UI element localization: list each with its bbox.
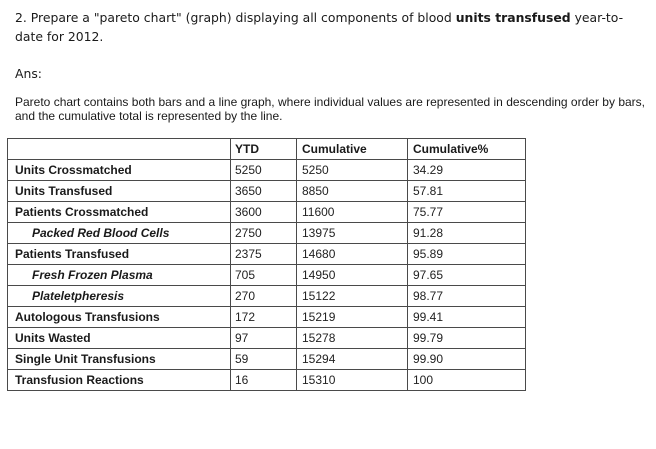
row-label: Packed Red Blood Cells xyxy=(8,223,231,244)
answer-label: Ans: xyxy=(15,66,42,81)
row-cumulative: 13975 xyxy=(297,223,408,244)
row-cumulative-percent: 98.77 xyxy=(408,286,526,307)
row-ytd: 270 xyxy=(231,286,297,307)
row-cumulative-percent: 100 xyxy=(408,370,526,391)
row-cumulative-percent: 97.65 xyxy=(408,265,526,286)
row-label: Fresh Frozen Plasma xyxy=(8,265,231,286)
row-ytd: 59 xyxy=(231,349,297,370)
row-label: Plateletpheresis xyxy=(8,286,231,307)
row-label: Units Transfused xyxy=(8,181,231,202)
header-component xyxy=(8,139,231,160)
table-row xyxy=(8,202,526,223)
row-label: Patients Transfused xyxy=(8,244,231,265)
question-text xyxy=(15,8,647,46)
table-row xyxy=(8,265,526,286)
table-row xyxy=(8,349,526,370)
blood-components-table xyxy=(7,138,526,391)
row-ytd: 16 xyxy=(231,370,297,391)
table-row xyxy=(8,307,526,328)
row-label: Patients Crossmatched xyxy=(8,202,231,223)
row-ytd: 2750 xyxy=(231,223,297,244)
table-row xyxy=(8,223,526,244)
row-cumulative: 11600 xyxy=(297,202,408,223)
row-cumulative: 15219 xyxy=(297,307,408,328)
row-label: Units Wasted xyxy=(8,328,231,349)
row-label: Transfusion Reactions xyxy=(8,370,231,391)
row-cumulative-percent: 99.79 xyxy=(408,328,526,349)
row-label: Units Crossmatched xyxy=(8,160,231,181)
row-label: Autologous Transfusions xyxy=(8,307,231,328)
table-body xyxy=(8,160,526,391)
row-cumulative-percent: 99.90 xyxy=(408,349,526,370)
row-cumulative: 15122 xyxy=(297,286,408,307)
row-ytd: 97 xyxy=(231,328,297,349)
header-cumulative: Cumulative xyxy=(297,139,408,160)
table-row xyxy=(8,286,526,307)
row-cumulative-percent: 99.41 xyxy=(408,307,526,328)
row-ytd: 172 xyxy=(231,307,297,328)
question-text-end: year-to-date for 2012. xyxy=(15,10,624,44)
answer-description: Pareto chart contains both bars and a line graph, where individual values are represented in descending order by bars, and the cumulative total is represented by the line. xyxy=(15,95,645,123)
row-label: Single Unit Transfusions xyxy=(8,349,231,370)
question-text-start: 2. Prepare a "pareto chart" (graph) displaying all components of blood xyxy=(15,10,456,25)
row-cumulative: 5250 xyxy=(297,160,408,181)
table-row xyxy=(8,328,526,349)
question-bold-phrase: units transfused xyxy=(455,10,571,25)
row-cumulative: 15278 xyxy=(297,328,408,349)
table-row xyxy=(8,181,526,202)
row-cumulative: 15310 xyxy=(297,370,408,391)
table-header-row xyxy=(8,139,526,160)
row-cumulative: 8850 xyxy=(297,181,408,202)
row-ytd: 705 xyxy=(231,265,297,286)
row-ytd: 3650 xyxy=(231,181,297,202)
row-cumulative: 14680 xyxy=(297,244,408,265)
table-row xyxy=(8,160,526,181)
table-row xyxy=(8,370,526,391)
header-ytd: YTD xyxy=(231,139,297,160)
row-cumulative-percent: 57.81 xyxy=(408,181,526,202)
row-ytd: 5250 xyxy=(231,160,297,181)
row-cumulative-percent: 91.28 xyxy=(408,223,526,244)
row-cumulative: 14950 xyxy=(297,265,408,286)
row-cumulative-percent: 34.29 xyxy=(408,160,526,181)
table-row xyxy=(8,244,526,265)
row-cumulative-percent: 75.77 xyxy=(408,202,526,223)
row-cumulative: 15294 xyxy=(297,349,408,370)
row-ytd: 3600 xyxy=(231,202,297,223)
row-ytd: 2375 xyxy=(231,244,297,265)
header-cumulative-percent: Cumulative% xyxy=(408,139,526,160)
row-cumulative-percent: 95.89 xyxy=(408,244,526,265)
